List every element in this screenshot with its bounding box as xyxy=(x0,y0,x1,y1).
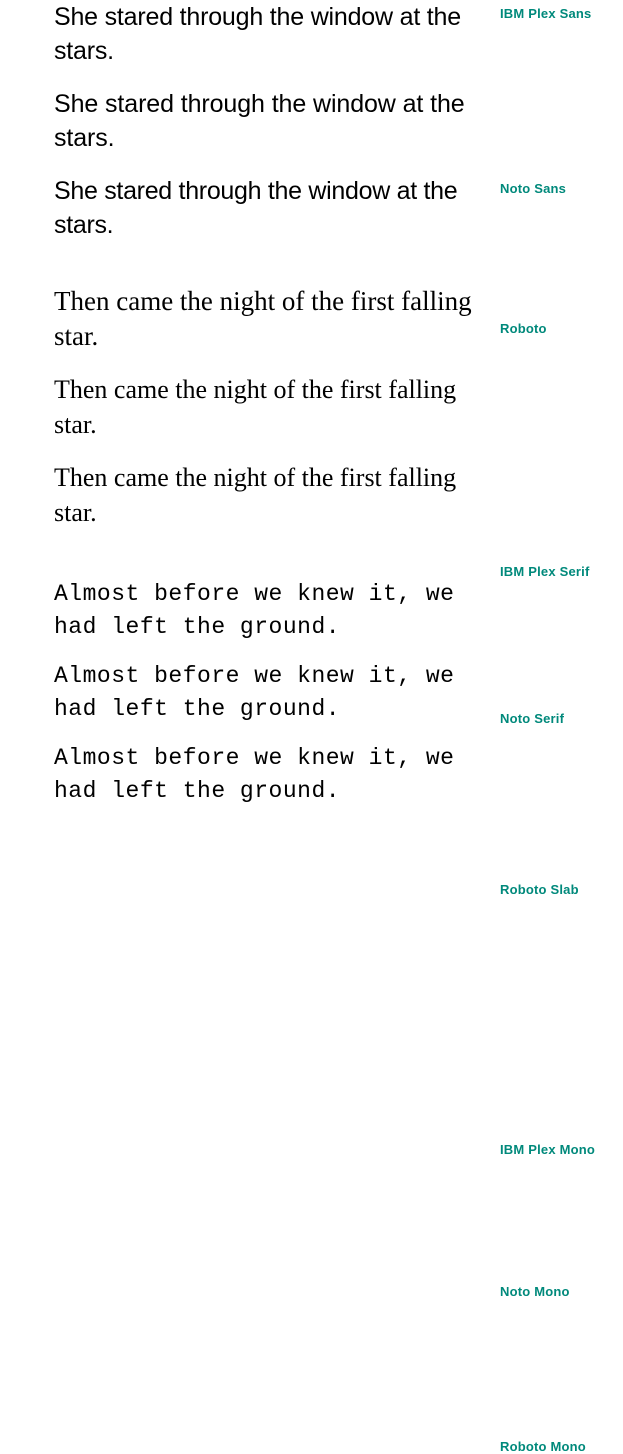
specimen-sample-text: Almost before we knew it, we had left the ground. xyxy=(54,581,455,640)
specimen-noto-sans xyxy=(0,68,623,196)
specimen-ibm-plex-sans xyxy=(0,0,623,68)
specimen-sample-text: Then came the night of the first falling star. xyxy=(54,463,457,527)
specimen-sample-text: Almost before we knew it, we had left the ground. xyxy=(54,663,455,722)
specimen-font-label: Noto Serif xyxy=(500,711,565,726)
specimen-sample-text: She stared through the window at the stars. xyxy=(54,3,461,65)
specimen-font-label: Noto Sans xyxy=(500,181,567,196)
specimen-sample-text: Then came the night of the first falling star. xyxy=(54,286,472,351)
specimen-font-label: IBM Plex Serif xyxy=(500,564,590,579)
specimen-font-label: IBM Plex Mono xyxy=(500,1142,596,1157)
specimen-font-label: Roboto Mono xyxy=(500,1439,586,1454)
specimen-ibm-plex-serif xyxy=(0,284,623,579)
specimen-font-label: Roboto xyxy=(500,321,547,336)
specimen-sample-text: She stared through the window at the stars. xyxy=(54,177,458,239)
specimen-sample-text: Then came the night of the first falling star. xyxy=(54,375,457,439)
specimen-sample-text: She stared through the window at the stars. xyxy=(54,90,465,152)
specimen-font-label: Roboto Slab xyxy=(500,882,579,897)
specimen-font-label: IBM Plex Sans xyxy=(500,6,592,21)
specimen-sample-text: Almost before we knew it, we had left the ground. xyxy=(54,745,455,804)
specimen-font-label: Noto Mono xyxy=(500,1284,570,1299)
